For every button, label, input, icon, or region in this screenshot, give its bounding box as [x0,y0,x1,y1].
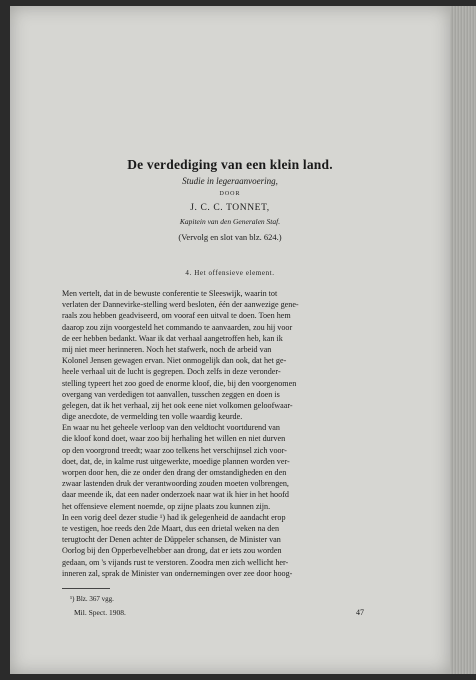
body-line: dige anecdote, de vermelding ten volle waardig keurde. [62,412,243,422]
body-line: te vestigen, hoe reeds den 2de Maart, dus een drietal weken na den [62,523,280,533]
body-line: raals zou hebben geadviseerd, om vooraf een uitval te doen. Toen hem [62,311,291,321]
body-line: doet, dat, de, in kalme rust uitgewerkte, moedige plannen worden ver- [62,456,290,466]
body-line: Kolonel Jensen gewagen ervan. Niet onmogelijk dan ook, dat het ge- [62,356,287,366]
body-line: daarop zou zijn voorgesteld het commando te aanvaarden, zou hij voor [62,322,293,332]
body-line: verlaten der Dannevirke-stelling werd besloten, één der aanwezige gene- [62,300,299,310]
body-line: overgang van verdedigen tot aanvallen, tusschen zeggen en doen is [62,389,280,399]
body-line: In een vorig deel dezer studie ¹) had ik gelegenheid de aandacht erop [62,512,286,522]
page-number: 47 [356,608,364,617]
body-line: terugtocht der Denen achter de Düppeler schansen, de Minister van [62,535,281,545]
body-line: worpen door hen, die ze onder den drang der omstandigheden en den [62,468,287,477]
book-page [10,6,450,674]
page-edges [450,6,476,674]
body-line: zwaar lastenden druk der verantwoording zouden moeten volbrengen, [62,479,289,489]
journal-signature: Mil. Spect. 1908. [74,608,126,617]
footnote: ¹) Blz. 367 vgg. [70,595,114,603]
body-line: gelegen, dat ik het verhaal, zij het ook eene niet volkomen geloofwaar- [62,400,293,410]
body-line: heele verhaal uit de lucht is gegrepen. Doch zelfs in deze veronder- [62,367,281,377]
byline: DOOR [219,191,241,197]
article-subtitle: Studie in legeraanvoering, [182,176,278,186]
continuation-note: (Vervolg en slot van blz. 624.) [178,232,282,242]
author-name: J. C. C. TONNET, [190,203,270,213]
section-heading: 4. Het offensieve element. [185,269,275,277]
body-line: het offensieve element noemde, op zijne plaats zou kunnen zijn. [62,501,271,511]
body-line: Men vertelt, dat in de bewuste conferentie te Sleeswijk, waarin tot [62,289,278,298]
body-line: stelling typeert het zoo goed de enorme kloof, die, bij den voorgenomen [62,378,297,388]
author-role: Kapitein van den Generalen Staf. [179,217,281,226]
body-line: daar meende ik, dat een nader onderzoek naar wat ik hier in het hoofd [62,490,289,500]
article-title: De verdediging van een klein land. [127,157,333,172]
body-line: die kloof kond doet, waar zoo bij herhaling het willen en niet durven [62,434,286,444]
body-line: gedaan, om 's vijands rust te verstoren. Zoodra men zich wellicht her- [62,557,289,567]
body-line: mij niet meer herinneren. Noch het stafwerk, noch de arbeid van [62,344,272,354]
body-text [62,288,392,579]
body-line: de eer hebben bedankt. Waar ik dat verhaal aangetroffen heb, kan ik [62,333,283,343]
body-line: Oorlog bij den Opperbevelhebber aan drong, dat er iets zou worden [62,546,282,556]
body-line: inneren zal, sprak de Minister van ondernemingen over zee door hoog- [62,568,293,578]
body-line: op den voorgrond treedt; waar zoo telkens het verschijnsel zich voor- [62,445,287,455]
footnote-rule [62,588,110,589]
body-line: En waar nu het geheele verloop van den veldtocht voortdurend van [62,423,280,433]
